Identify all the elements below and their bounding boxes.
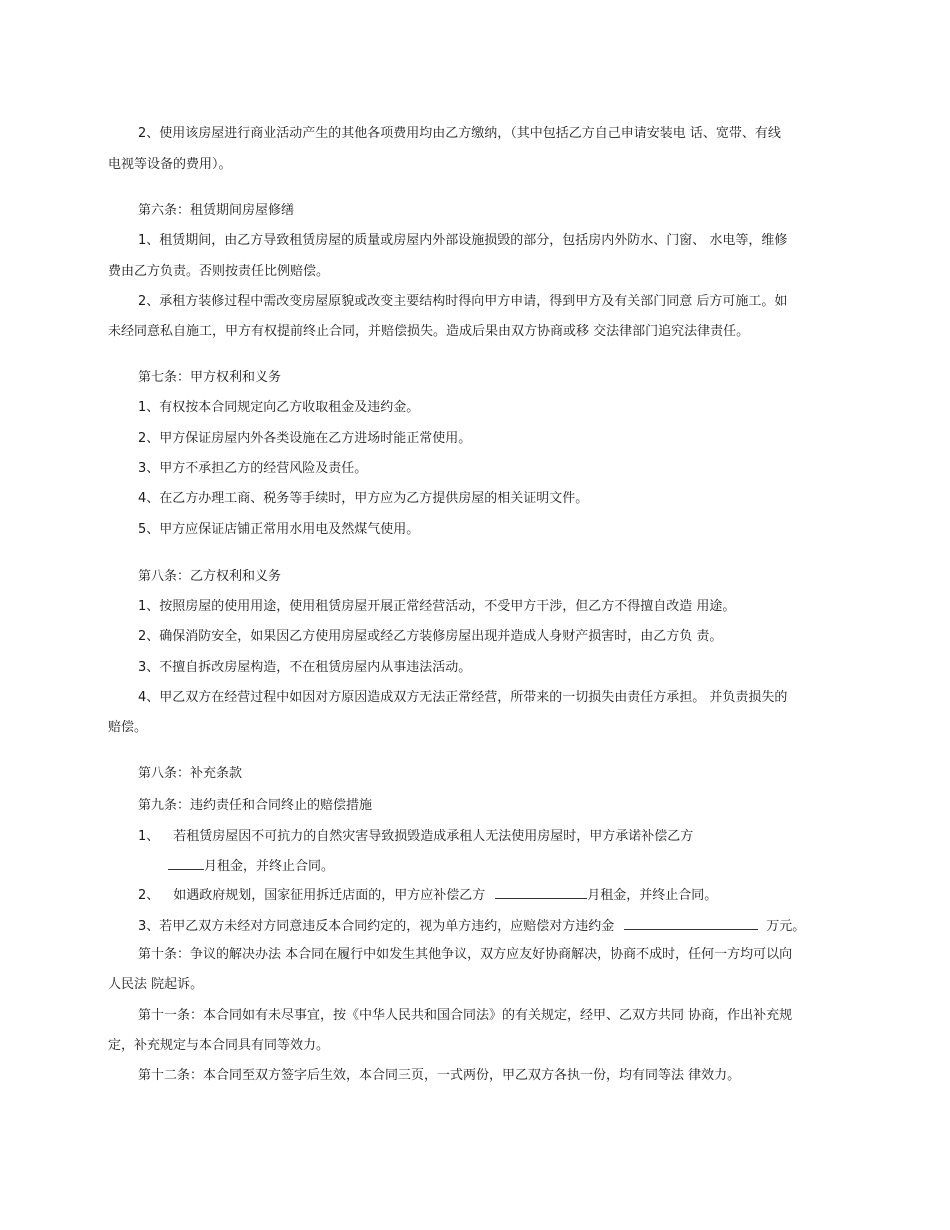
s5-item2-line2: 电视等设备的费用）。 [108, 157, 232, 172]
s7-item3: 3、甲方不承担乙方的经营风险及责任。 [138, 461, 368, 476]
s6-item1-line1: 1、租赁期间，由乙方导致租赁房屋的质量或房屋内外部设施损毁的部分，包括房内外防水、门窗、 水电等，维修 [138, 233, 788, 248]
section9-heading: 第九条：违约责任和合同终止的赔偿措施 [138, 798, 373, 813]
s8-item4-line2: 赔偿。 [108, 720, 148, 735]
s9-item1-line2 [168, 857, 334, 875]
s7-item5: 5、甲方应保证店铺正常用水用电及然煤气使用。 [138, 522, 420, 537]
s6-item2-line2: 未经同意私自施工，甲方有权提前终止合同，并赔偿损失。造成后果由双方协商或移 交法律部门追究法律责任。 [108, 324, 750, 339]
s12-line1: 第十二条：本合同至双方签字后生效，本合同三页，一式两份，甲乙双方各执一份，均有同等法 律效力。 [138, 1068, 741, 1083]
s9-item1-text: 若租赁房屋因不可抗力的自然灾害导致损毁造成承租人无法使用房屋时，甲方承诺补偿乙方 [173, 829, 694, 844]
s11-line2: 定，补充规定与本合同具有同等效力。 [108, 1038, 330, 1053]
s6-item2-line1: 2、承租方装修过程中需改变房屋原貌或改变主要结构时得向甲方申请，得到甲方及有关部门同意 后方可施工。如 [138, 294, 788, 309]
s8-item3: 3、不擅自拆改房屋构造，不在租赁房屋内从事违法活动。 [138, 660, 472, 675]
compensation-months-blank-1[interactable] [168, 857, 204, 870]
s10-line1: 第十条：争议的解决办法 本合同在履行中如发生其他争议，双方应友好协商解决，协商不成时，任何一方均可以向 [138, 947, 793, 962]
s9-item3-text: 3、若甲乙双方未经对方同意违反本合同约定的，视为单方违约，应赔偿对方违约金 [138, 919, 615, 934]
s9-item2-suffix: 月租金，并终止合同。 [587, 888, 718, 903]
s9-item1-number: 1、 [138, 829, 160, 844]
s5-item2-line1: 2、使用该房屋进行商业活动产生的其他各项费用均由乙方缴纳，（其中包括乙方自己申请安装电 话、宽带、有线 [138, 126, 781, 141]
s7-item2: 2、甲方保证房屋内外各类设施在乙方进场时能正常使用。 [138, 431, 472, 446]
section8-heading: 第八条：乙方权利和义务 [138, 569, 282, 584]
s9-item1-line2-text: 月租金，并终止合同。 [204, 859, 335, 874]
section7-heading: 第七条：甲方权利和义务 [138, 370, 282, 385]
s7-item4: 4、在乙方办理工商、税务等手续时，甲方应为乙方提供房屋的相关证明文件。 [138, 491, 589, 506]
s8-item1: 1、按照房屋的使用用途，使用租赁房屋开展正常经营活动，不受甲方干涉，但乙方不得擅自改造 用途。 [138, 599, 736, 614]
s9-item3 [138, 917, 805, 935]
s8-item2: 2、确保消防安全，如果因乙方使用房屋或经乙方装修房屋出现并造成人身财产损害时，由乙方负 责。 [138, 629, 723, 644]
s11-line1: 第十一条：本合同如有未尽事宜，按《中华人民共和国合同法》的有关规定，经甲、乙双方共同 协商，作出补充规 [138, 1008, 793, 1023]
s8-item4-line1: 4、甲乙双方在经营过程中如因对方原因造成双方无法正常经营，所带来的一切损失由责任方承担。 并负责损失的 [138, 690, 788, 705]
s9-item2-number: 2、 [138, 888, 160, 903]
s6-item1-line2: 费由乙方负责。否则按责任比例赔偿。 [108, 264, 330, 279]
s9-item3-suffix: 万元。 [766, 919, 806, 934]
s10-line2: 人民法 院起诉。 [108, 977, 204, 992]
compensation-months-blank-2[interactable] [495, 886, 587, 899]
section6-heading: 第六条：租赁期间房屋修缮 [138, 203, 295, 218]
penalty-amount-blank[interactable] [624, 917, 758, 930]
supplement-heading: 第八条：补充条款 [138, 766, 243, 781]
s9-item1-line1 [138, 829, 693, 845]
s9-item2-text: 如遇政府规划，国家征用拆迁店面的，甲方应补偿乙方 [173, 888, 486, 903]
s9-item2 [138, 886, 717, 904]
s7-item1: 1、有权按本合同规定向乙方收取租金及违约金。 [138, 400, 420, 415]
